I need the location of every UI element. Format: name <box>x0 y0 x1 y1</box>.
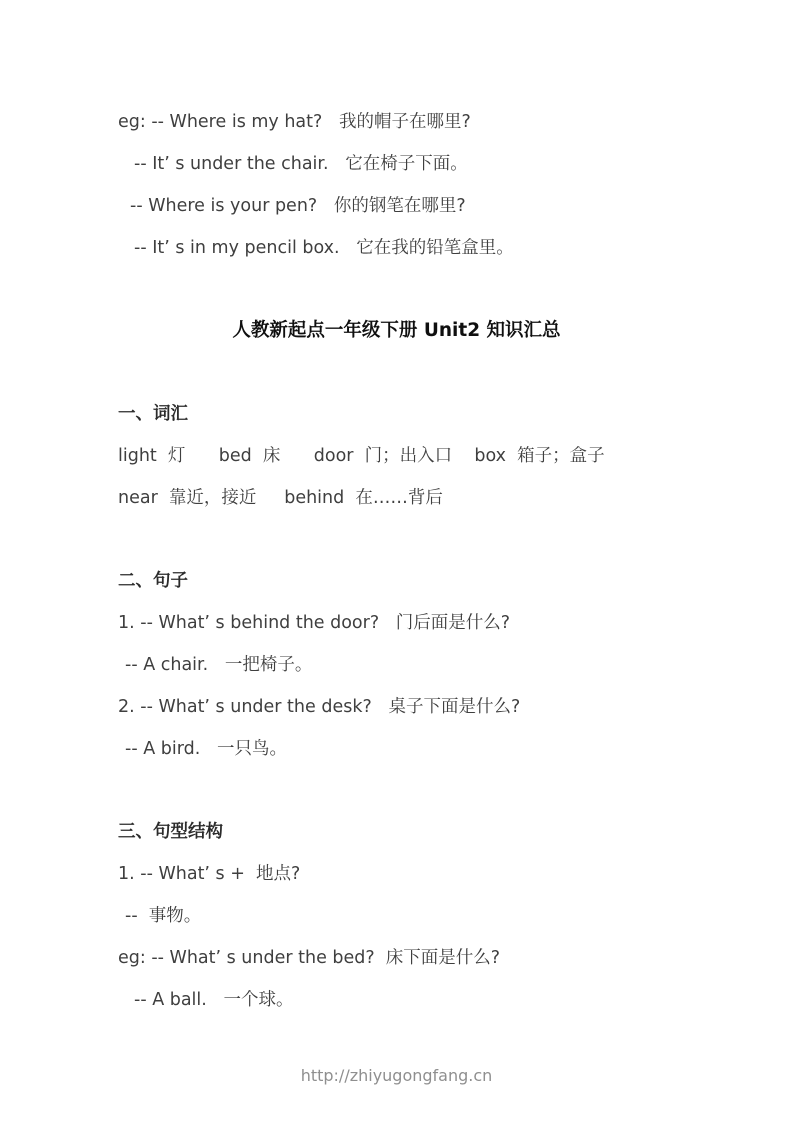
sentence-line: 2. -- What’ s under the desk? 桌子下面是什么? <box>118 697 521 717</box>
section-heading-sentences: 二、句子 <box>118 571 188 591</box>
example-line: eg: -- Where is my hat? 我的帽子在哪里? <box>118 112 471 132</box>
section-heading-patterns: 三、句型结构 <box>118 822 223 842</box>
pattern-line: 1. -- What’ s + 地点? <box>118 864 301 884</box>
section-gap <box>118 352 683 393</box>
pattern-line: eg: -- What’ s under the bed? 床下面是什么? <box>118 948 501 968</box>
section-gap <box>118 519 683 560</box>
pattern-line: -- 事物。 <box>125 906 202 926</box>
section-gap <box>118 269 683 310</box>
footer-url: http://zhiyugongfang.cn <box>300 1066 493 1085</box>
example-line: -- It’ s in my pencil box. 它在我的铅笔盒里。 <box>134 238 514 258</box>
page-title: 人教新起点一年级下册 Unit2 知识汇总 <box>232 320 561 341</box>
sentence-line: -- A bird. 一只鸟。 <box>125 739 287 759</box>
sentence-line: 1. -- What’ s behind the door? 门后面是什么? <box>118 613 511 633</box>
example-line: -- Where is your pen? 你的钢笔在哪里? <box>130 196 466 216</box>
vocab-line: near 靠近，接近 behind 在……背后 <box>118 488 443 508</box>
section-heading-vocabulary: 一、词汇 <box>118 404 188 424</box>
example-line: -- It’ s under the chair. 它在椅子下面。 <box>134 154 468 174</box>
section-gap <box>118 770 683 811</box>
sentence-line: -- A chair. 一把椅子。 <box>125 655 313 675</box>
vocab-line: light 灯 bed 床 door 门；出入口 box 箱子；盒子 <box>118 446 605 466</box>
pattern-line: -- A ball. 一个球。 <box>134 990 294 1010</box>
